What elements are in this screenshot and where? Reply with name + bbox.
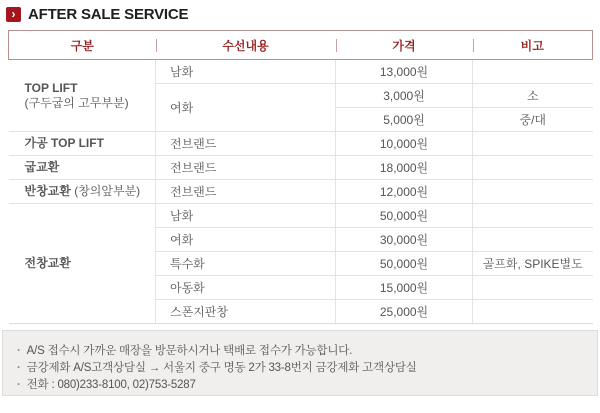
cell-item: 남화 [156, 60, 336, 84]
column-header-repair-content: 수선내용 [156, 31, 336, 60]
cell-note [473, 156, 593, 180]
cell-price: 10,000원 [336, 132, 473, 156]
cell-price: 50,000원 [336, 204, 473, 228]
cell-category: 전창교환 [9, 204, 156, 324]
cell-price: 5,000원 [336, 108, 473, 132]
cell-note [473, 276, 593, 300]
bullet-icon: · [17, 379, 21, 391]
cell-item: 스폰지판창 [156, 300, 336, 324]
column-header-remarks: 비고 [473, 31, 593, 60]
cell-price: 12,000원 [336, 180, 473, 204]
cell-item: 전브랜드 [156, 180, 336, 204]
cell-price: 18,000원 [336, 156, 473, 180]
category-name: 반창교환 [24, 184, 71, 198]
bullet-icon: · [17, 345, 21, 357]
cell-item: 여화 [156, 228, 336, 252]
cell-note: 중/대 [473, 108, 593, 132]
table-row [9, 60, 593, 84]
cell-item: 특수화 [156, 252, 336, 276]
bullet-icon: · [17, 362, 21, 374]
cell-price: 15,000원 [336, 276, 473, 300]
note-line [17, 377, 581, 394]
cell-item: 남화 [156, 204, 336, 228]
cell-item: 아동화 [156, 276, 336, 300]
category-sub: (창의앞부분) [70, 184, 141, 198]
category-sub: (구두굽의 고무부분) [24, 95, 129, 110]
cell-note [473, 132, 593, 156]
table-row [9, 132, 593, 156]
cell-category: 굽교환 [9, 156, 156, 180]
note-line [17, 360, 581, 377]
cell-note [473, 228, 593, 252]
cell-price: 13,000원 [336, 60, 473, 84]
cell-category: 가공 TOP LIFT [9, 132, 156, 156]
after-sale-service-table [8, 30, 593, 324]
page-header [6, 6, 600, 23]
table-row [9, 156, 593, 180]
cell-item: 전브랜드 [156, 156, 336, 180]
note-line [17, 343, 581, 360]
chevron-right-icon: › [6, 7, 21, 22]
cell-note [473, 60, 593, 84]
column-header-price: 가격 [336, 31, 473, 60]
cell-note [473, 180, 593, 204]
column-header-category: 구분 [9, 31, 156, 60]
note-text: 전화 : 080)233-8100, 02)753-5287 [26, 379, 196, 391]
page-title: AFTER SALE SERVICE [28, 6, 189, 23]
cell-note: 소 [473, 84, 593, 108]
cell-category [9, 60, 156, 132]
cell-item: 전브랜드 [156, 132, 336, 156]
table-row [9, 204, 593, 228]
note-text: 금강제화 A/S고객상담실 → 서울지 중구 명동 2가 33-8번지 금강제화 고객상담실 [26, 362, 417, 374]
note-text: A/S 접수시 가까운 매장을 방문하시거나 택배로 접수가 가능합니다. [26, 345, 353, 357]
cell-note: 골프화, SPIKE별도 [473, 252, 593, 276]
cell-item: 여화 [156, 84, 336, 132]
cell-price: 30,000원 [336, 228, 473, 252]
cell-note [473, 204, 593, 228]
service-notes-box [2, 330, 598, 396]
cell-note [473, 300, 593, 324]
cell-price: 3,000원 [336, 84, 473, 108]
category-name: TOP LIFT [24, 80, 78, 95]
table-header-row [9, 31, 593, 60]
cell-price: 25,000원 [336, 300, 473, 324]
cell-category [9, 180, 156, 204]
table-row [9, 180, 593, 204]
cell-price: 50,000원 [336, 252, 473, 276]
